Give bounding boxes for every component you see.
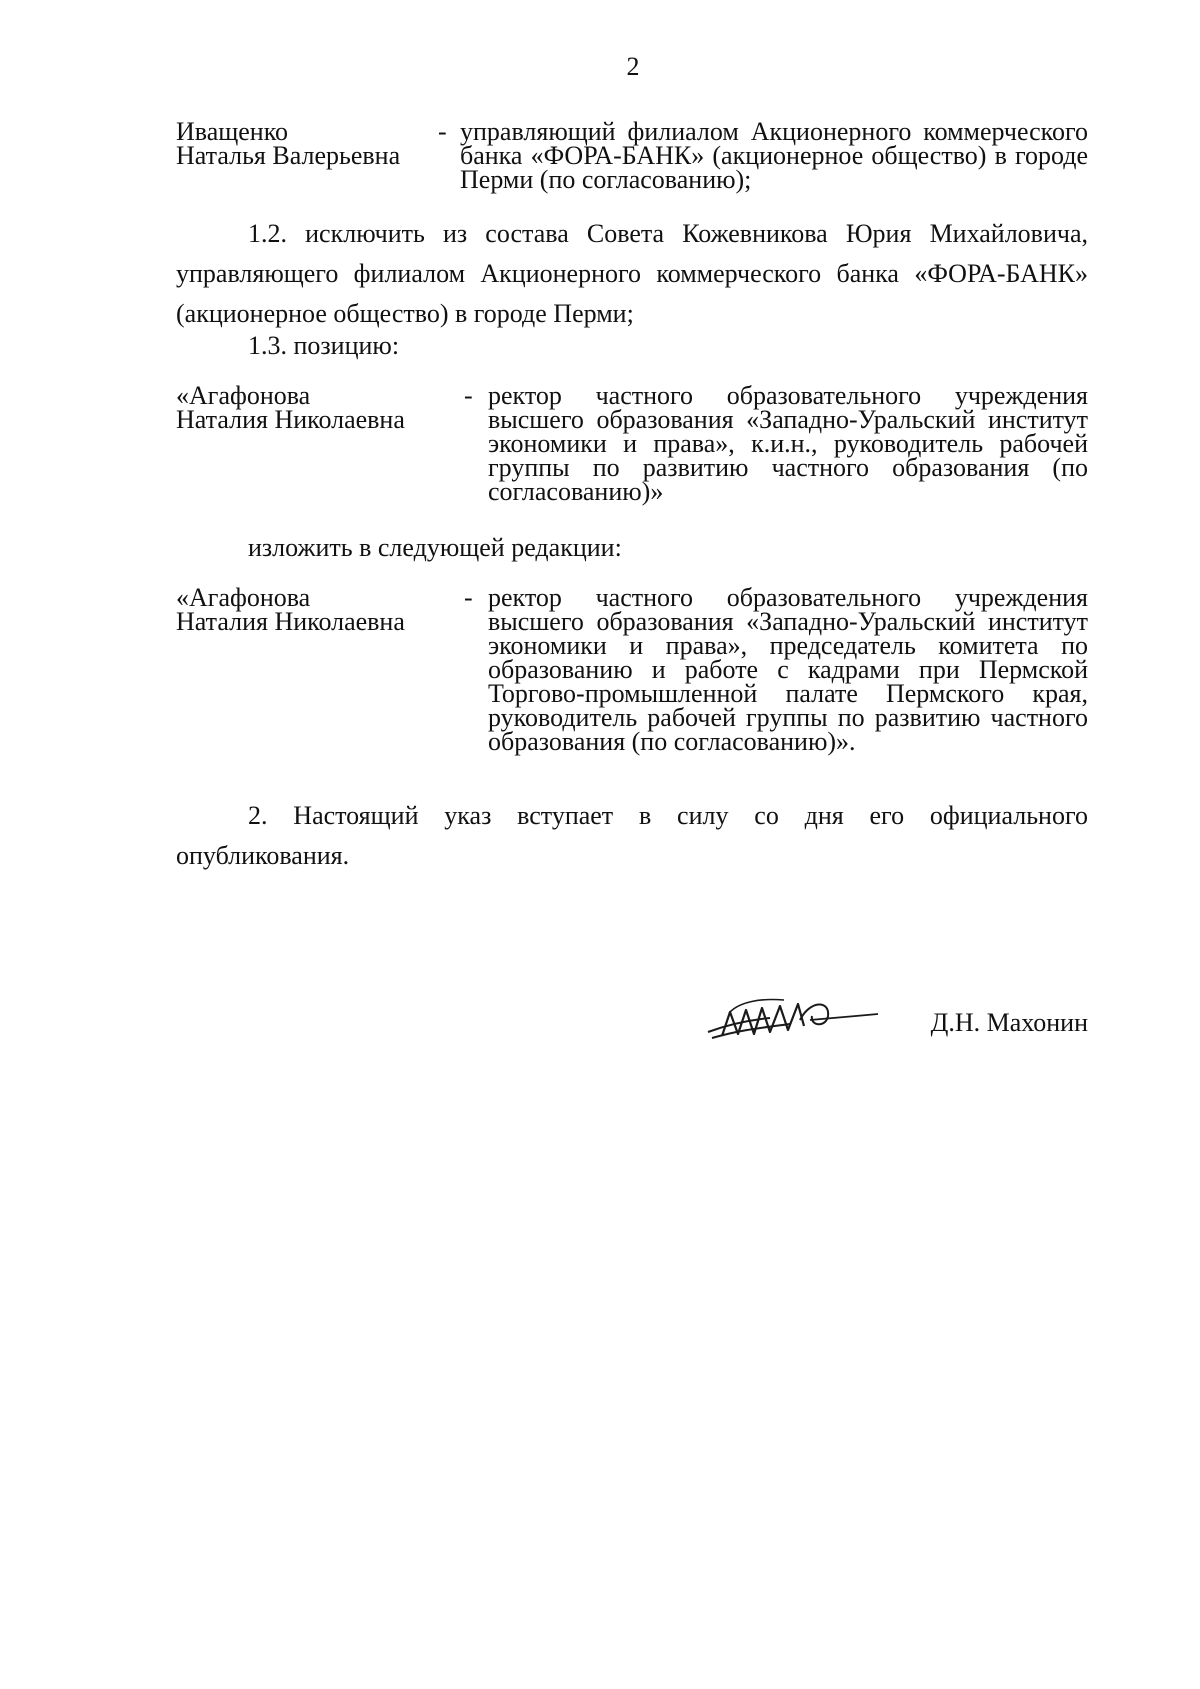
paragraph-1-2: 1.2. исключить из состава Совета Кожевникова Юрия Михайловича, управляющего филиалом Акционерного коммерческого банка «ФОРА-БАНК» (акционерное общество) в городе Перми; bbox=[176, 219, 1088, 328]
member-given-names: Наталья Валерьевна bbox=[176, 141, 401, 170]
member-surname: «Агафонова bbox=[176, 381, 311, 410]
member-given-names: Наталия Николаевна bbox=[176, 405, 405, 434]
page-number: 2 bbox=[626, 52, 640, 81]
member-name bbox=[176, 583, 405, 636]
member-surname: «Агафонова bbox=[176, 583, 311, 612]
handwritten-signature-icon bbox=[700, 990, 880, 1050]
member-surname: Иващенко bbox=[176, 117, 289, 146]
paragraph-2: 2. Настоящий указ вступает в силу со дня его официального опубликования. bbox=[176, 801, 1088, 870]
member-position: управляющий филиалом Акционерного коммерческого банка «ФОРА-БАНК» (акционерное общество) в городе Перми (по согласованию); bbox=[460, 117, 1088, 194]
member-given-names: Наталия Николаевна bbox=[176, 607, 405, 636]
signer-name: Д.Н. Махонин bbox=[930, 1008, 1088, 1037]
member-name bbox=[176, 381, 405, 434]
member-entry-agafonova-new bbox=[176, 583, 1088, 778]
paragraph-1-3: 1.3. позицию: bbox=[248, 331, 400, 360]
member-position: ректор частного образовательного учреждения высшего образования «Западно-Уральский институт экономики и права», председатель комитета по образованию и работе с кадрами при Пермской Торгово-промышленной палате Пермского края, руководитель рабочей группы по развитию частного образования (по согласованию)». bbox=[488, 583, 1088, 756]
member-position: ректор частного образовательного учреждения высшего образования «Западно-Уральский институт экономики и права», к.и.н., руководитель рабочей группы по развитию частного образования (по согласованию)» bbox=[488, 381, 1088, 506]
signature-block bbox=[700, 990, 1090, 1050]
member-name bbox=[176, 117, 401, 170]
entry-dash: - bbox=[464, 381, 473, 410]
paragraph-new-edition: изложить в следующей редакции: bbox=[248, 533, 622, 562]
entry-dash: - bbox=[464, 583, 473, 612]
member-entry-agafonova-old bbox=[176, 381, 1088, 506]
entry-dash: - bbox=[438, 117, 447, 146]
member-entry-ivashchenko bbox=[176, 117, 1088, 194]
